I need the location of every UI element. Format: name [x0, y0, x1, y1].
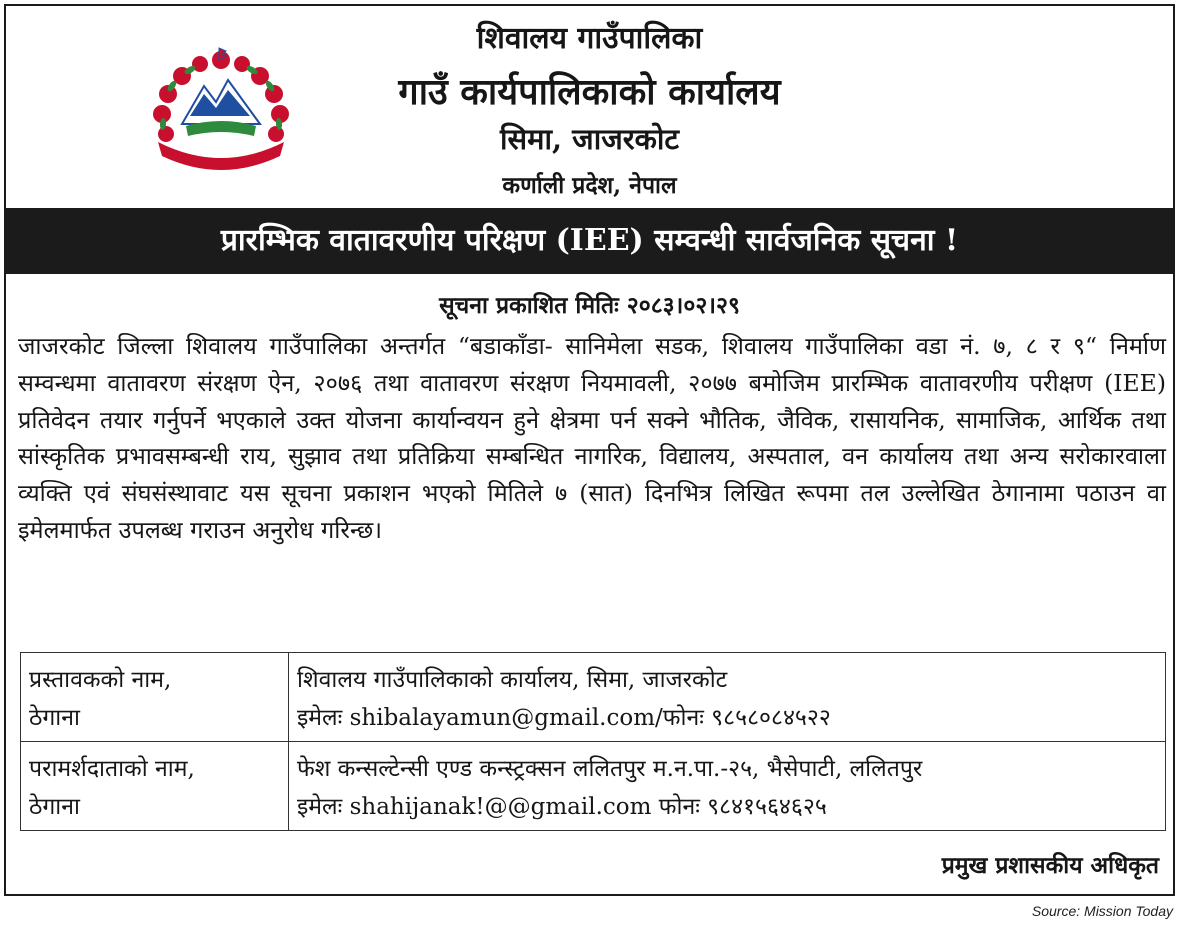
notice-title-banner: प्रारम्भिक वातावरणीय परिक्षण (IEE) सम्वन्धी सार्वजनिक सूचना ! [6, 208, 1173, 274]
proponent-label-cell [21, 653, 289, 742]
consultant-label: परामर्शदाताको नाम, [29, 756, 195, 782]
province-country: कर्णाली प्रदेश, नेपाल [502, 172, 677, 199]
consultant-value-cell [289, 742, 1166, 831]
source-credit: Source: Mission Today [1031, 903, 1173, 919]
consultant-contact: इमेलः shahijanak!@@gmail.com फोनः ९८४१५६४६२५ [297, 794, 827, 820]
consultant-name: फेश कन्सल्टेन्सी एण्ड कन्स्ट्रक्सन ललितपुर म.न.पा.-२५, भैसेपाटी, ललितपुर [297, 756, 923, 782]
consultant-label-address: ठेगाना [29, 794, 80, 820]
table-row [21, 653, 1166, 742]
notice-frame [4, 4, 1175, 896]
proponent-value-cell [289, 653, 1166, 742]
consultant-label-cell [21, 742, 289, 831]
table-row [21, 742, 1166, 831]
proponent-contact: इमेलः shibalayamun@gmail.com/फोनः ९८५८०८४५२२ [297, 705, 831, 731]
proponent-label: प्रस्तावकको नाम, [29, 667, 172, 693]
signatory-title: प्रमुख प्रशासकीय अधिकृत [941, 852, 1159, 879]
proponent-label-address: ठेगाना [29, 705, 80, 731]
notice-header [6, 6, 1173, 206]
publication-date: सूचना प्रकाशित मितिः २०८३।०२।२९ [439, 292, 740, 319]
office-name: गाउँ कार्यपालिकाको कार्यालय [398, 71, 781, 113]
municipality-name: शिवालय गाउँपालिका [476, 21, 703, 56]
contact-info-table [20, 652, 1166, 831]
office-location: सिमा, जाजरकोट [500, 122, 679, 156]
proponent-name: शिवालय गाउँपालिकाको कार्यालय, सिमा, जाजरकोट [297, 667, 728, 693]
notice-body-text: जाजरकोट जिल्ला शिवालय गाउँपालिका अन्तर्गत “बडाकाँडा- सानिमेला सडक, शिवालय गाउँपालिका वडा नं. ७, ८ र ९“ निर्माण सम्वन्धमा वातावरण संरक्षण ऐन, २०७६ तथा वातावरण संरक्षण नियमावली, २०७७ बमोजिम प्रारम्भिक वातावरणीय परीक्षण (IEE) प्रतिवेदन तयार गर्नुपर्ने भएकाले उक्त योजना कार्यान्वयन हुने क्षेत्रमा पर्न सक्ने भौतिक, जैविक, रासायनिक, सामाजिक, आर्थिक तथा सांस्कृतिक प्रभावसम्बन्धी राय, सुझाव तथा प्रतिक्रिया सम्बन्धित नागरिक, विद्यालय, अस्पताल, वन कार्यालय तथा अन्य सरोकारवाला व्यक्ति एवं संघसंस्थावाट यस सूचना प्रकाशन भएको मितिले ७ (सात) दिनभित्र लिखित रूपमा तल उल्लेखित ठेगानामा पठाउन वा इमेलमार्फत उपलब्ध गराउन अनुरोध गरिन्छ। [18, 332, 1166, 544]
